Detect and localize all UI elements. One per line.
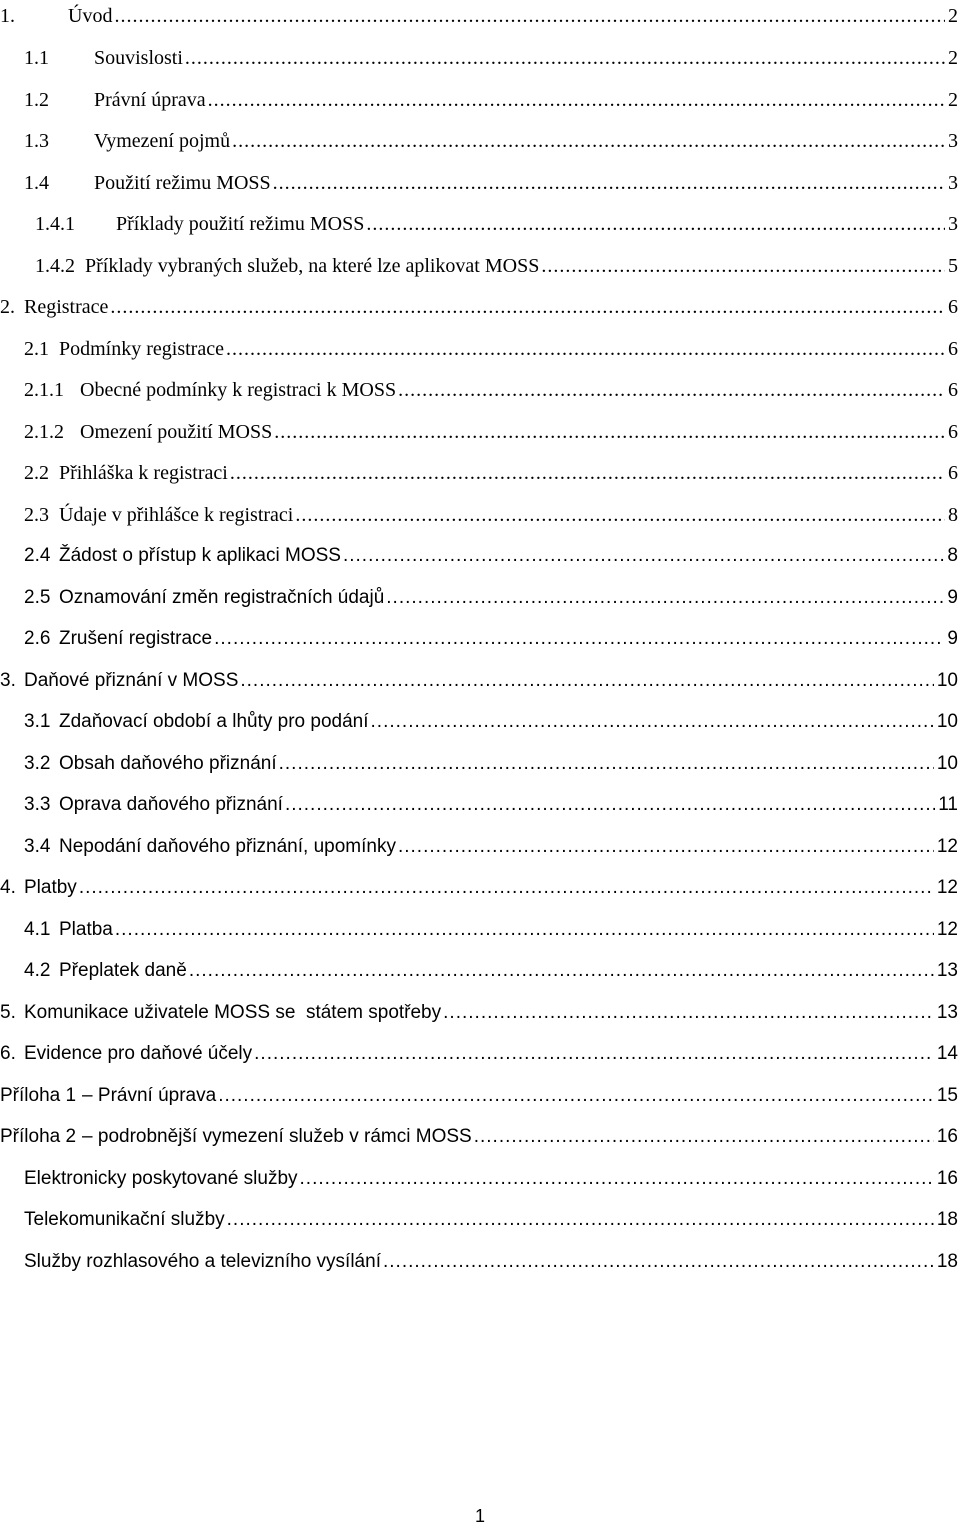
toc-entry[interactable] [0,790,960,820]
toc-leader-dots [110,292,945,322]
toc-leader-dots [79,873,934,903]
toc-entry-page: 3 [948,213,958,235]
toc-entry-title: – podrobnější vymezení služeb v rámci MOSS [82,1126,472,1147]
toc-entry-page: 16 [936,1126,958,1147]
toc-entry[interactable] [0,1,960,31]
toc-entry[interactable] [0,500,960,530]
toc-entry[interactable] [0,375,960,405]
toc-entry-title: Omezení použití MOSS [80,421,273,443]
toc-entry-page: 12 [936,919,958,940]
toc-entry[interactable] [0,666,960,696]
toc-entry-number: 6. [0,1043,16,1064]
toc-entry-title: Registrace [24,296,109,318]
toc-leader-dots [185,43,945,73]
toc-leader-dots [218,1081,934,1111]
toc-entry-page: 3 [948,172,958,194]
toc-entry-number: 1. [0,5,15,27]
toc-entry-page: 10 [936,753,958,774]
toc-entry-number: 2.1.1 [24,379,64,401]
toc-entry-number: 4.1 [24,919,51,940]
toc-entry[interactable] [0,749,960,779]
toc-entry-number: 2.1 [24,338,49,360]
toc-entry-page: 15 [936,1085,958,1106]
toc-entry-number: 2.6 [24,628,51,649]
toc-entry-title: Oprava daňového přiznání [59,794,283,815]
toc-leader-dots [366,209,945,239]
toc-entry-title: Zdaňovací období a lhůty pro podání [59,711,369,732]
toc-entry-number: 1.2 [24,89,49,111]
toc-entry-title: Platba [59,919,113,940]
toc-entry-page: 14 [936,1043,958,1064]
toc-entry-page: 5 [948,255,958,277]
toc-leader-dots [230,458,945,488]
toc-entry-title: Platby [24,877,77,898]
toc-leader-dots [214,624,944,654]
toc-entry-page: 13 [936,1002,958,1023]
toc-entry-title: Nepodání daňového přiznání, upomínky [59,836,396,857]
toc-entry[interactable] [0,956,960,986]
toc-leader-dots [541,251,945,281]
toc-entry-title: Úvod [68,5,113,27]
page-number: 1 [474,1506,485,1526]
toc-entry-number: 1.3 [24,130,49,152]
toc-entry-number: 5. [0,1002,16,1023]
toc-entry-number: 1.4 [24,172,49,194]
toc-entry-page: 10 [936,711,958,732]
toc-entry-number: 3.3 [24,794,51,815]
toc-leader-dots [474,1122,934,1152]
toc-entry-title: Evidence pro daňové účely [24,1043,253,1064]
toc-entry-page: 6 [948,379,958,401]
toc-entry-number: 3. [0,670,16,691]
toc-leader-dots [279,749,934,779]
toc-entry-page: 2 [948,47,958,69]
toc-entry-title: Právní úprava [94,89,206,111]
toc-entry-number: 2.4 [24,545,51,566]
toc-entry[interactable] [0,873,960,903]
toc-leader-dots [398,375,945,405]
toc-entry-title: Příklady vybraných služeb, na které lze aplikovat MOSS [85,255,540,277]
toc-leader-dots [208,85,945,115]
toc-leader-dots [189,956,934,986]
toc-entry-page: 8 [948,504,958,526]
toc-leader-dots [232,126,945,156]
toc-entry-number: 1.4.1 [35,213,75,235]
toc-entry[interactable] [0,1164,960,1194]
toc-entry-title: Daňové přiznání v MOSS [24,670,239,691]
toc-entry-title: Telekomunikační služby [24,1209,225,1230]
toc-entry-title: – Právní úprava [82,1085,217,1106]
toc-entry-page: 13 [936,960,958,981]
toc-entry-page: 11 [938,794,958,815]
toc-entry[interactable] [0,707,960,737]
toc-entry[interactable] [0,251,960,281]
toc-entry[interactable] [0,1122,960,1152]
toc-leader-dots [343,541,944,571]
toc-entry[interactable] [0,292,960,322]
toc-leader-dots [274,417,945,447]
toc-leader-dots [285,790,935,820]
toc-entry-page: 6 [948,338,958,360]
toc-entry-title: Komunikace uživatele MOSS se státem spotřeby [24,1002,442,1023]
toc-entry[interactable] [0,417,960,447]
toc-entry-title: Přihláška k registraci [59,462,228,484]
toc-leader-dots [383,1247,934,1277]
toc-entry-page: 18 [936,1209,958,1230]
toc-entry-title: Oznamování změn registračních údajů [59,587,385,608]
toc-entry[interactable] [0,168,960,198]
toc-entry-number: 3.4 [24,836,51,857]
toc-entry-page: 12 [936,877,958,898]
toc-entry-page: 16 [936,1168,958,1189]
toc-entry-number: 2.1.2 [24,421,64,443]
toc-leader-dots [386,583,944,613]
toc-entry-number: 2.5 [24,587,51,608]
toc-entry-page: 8 [947,545,958,566]
toc-leader-dots [398,832,934,862]
toc-entry-number: 1.4.2 [35,255,75,277]
toc-leader-dots [254,1039,934,1069]
toc-entry-number: 2. [0,296,15,318]
toc-entry-page: 10 [936,670,958,691]
toc-entry[interactable] [0,1081,960,1111]
toc-entry-title: Souvislosti [94,47,183,69]
toc-entry-title: Údaje v přihlášce k registraci [59,504,294,526]
toc-entry-title: Vymezení pojmů [94,130,231,152]
toc-entry[interactable] [0,832,960,862]
toc-entry[interactable] [0,915,960,945]
toc-entry[interactable] [0,998,960,1028]
toc-entry-page: 2 [948,89,958,111]
toc-entry-page: 6 [948,462,958,484]
toc-entry-title: Obsah daňového přiznání [59,753,277,774]
toc-entry[interactable] [0,1247,960,1277]
toc-leader-dots [226,334,945,364]
toc-entry[interactable] [0,541,960,571]
toc-leader-dots [240,666,933,696]
toc-leader-dots [227,1205,934,1235]
toc-entry-title: Služby rozhlasového a televizního vysílání [24,1251,381,1272]
toc-leader-dots [300,1164,934,1194]
toc-entry[interactable] [0,85,960,115]
toc-leader-dots [371,707,934,737]
toc-entry-number: 3.1 [24,711,51,732]
toc-entry-number: 4.2 [24,960,51,981]
toc-entry-page: 9 [947,587,958,608]
toc-entry-page: 6 [948,296,958,318]
toc-entry-title: Podmínky registrace [59,338,224,360]
toc-entry[interactable] [0,334,960,364]
toc-leader-dots [443,998,934,1028]
toc-entry-number: 4. [0,877,16,898]
toc-entry-page: 6 [948,421,958,443]
toc-entry-title: Elektronicky poskytované služby [24,1168,298,1189]
toc-entry-number: 2.2 [24,462,49,484]
toc-entry-number: Příloha 1 [0,1085,77,1106]
toc-entry[interactable] [0,1205,960,1235]
toc-entry-title: Obecné podmínky k registraci k MOSS [80,379,397,401]
toc-entry-title: Zrušení registrace [59,628,213,649]
toc-entry-title: Přeplatek daně [59,960,187,981]
toc-entry-title: Použití režimu MOSS [94,172,271,194]
toc-entry-page: 2 [948,5,958,27]
toc-entry[interactable] [0,583,960,613]
toc-entry-number: 2.3 [24,504,49,526]
toc-entry-number: Příloha 2 [0,1126,77,1147]
toc-entry[interactable] [0,43,960,73]
toc-entry-page: 12 [936,836,958,857]
toc-entry[interactable] [0,209,960,239]
toc-entry[interactable] [0,1039,960,1069]
toc-leader-dots [114,1,945,31]
toc-entry-page: 3 [948,130,958,152]
toc-leader-dots [273,168,945,198]
toc-entry-number: 1.1 [24,47,49,69]
toc-entry[interactable] [0,624,960,654]
toc-entry-title: Příklady použití režimu MOSS [116,213,365,235]
toc-entry-number: 3.2 [24,753,51,774]
toc-entry[interactable] [0,458,960,488]
toc-entry-page: 9 [947,628,958,649]
toc-leader-dots [295,500,945,530]
toc-entry[interactable] [0,126,960,156]
toc-leader-dots [115,915,934,945]
toc-entry-page: 18 [936,1251,958,1272]
toc-entry-title: Žádost o přístup k aplikaci MOSS [59,545,341,566]
